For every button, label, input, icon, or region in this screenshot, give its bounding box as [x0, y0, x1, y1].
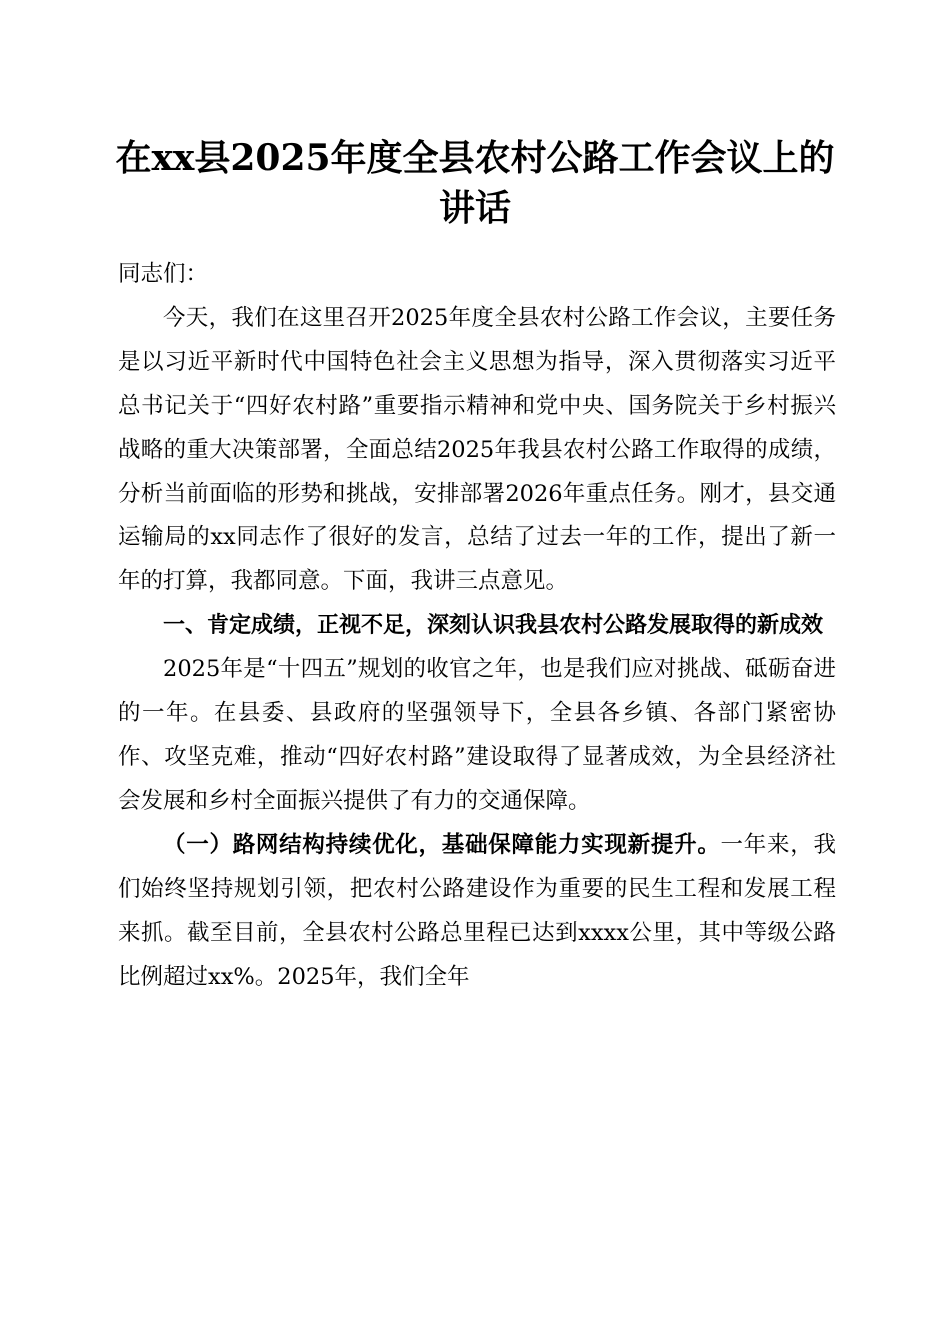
subsection-1-paragraph — [118, 824, 836, 1000]
subsection-1-text: 一年来，我们始终坚持规划引领，把农村公路建设作为重要的民生工程和发展工程来抓。截至目前，全县农村公路总里程已达到xxxx公里，其中等级公路比例超过xx%。2025年，我们全年 — [118, 831, 836, 990]
section-heading-1: 一、肯定成绩，正视不足，深刻认识我县农村公路发展取得的新成效 — [163, 613, 824, 639]
document-title: 在xx县2025年度全县农村公路工作会议上的讲话 — [115, 137, 835, 229]
intro-paragraph: 今天，我们在这里召开2025年度全县农村公路工作会议，主要任务是以习近平新时代中国特色社会主义思想为指导，深入贯彻落实习近平总书记关于“四好农村路”重要指示精神和党中央、国务院关于乡村振兴战略的重大决策部署，全面总结2025年我县农村公路工作取得的成绩，分析当前面临的形势和挑战，安排部署2026年重点任务。刚才，县交通运输局的xx同志作了很好的发言，总结了过去一年的工作，提出了新一年的打算，我都同意。下面，我讲三点意见。 — [118, 304, 836, 595]
section-1-paragraph: 2025年是“十四五”规划的收官之年，也是我们应对挑战、砥砺奋进的一年。在县委、县政府的坚强领导下，全县各乡镇、各部门紧密协作、攻坚克难，推动“四好农村路”建设取得了显著成效，为全县经济社会发展和乡村全面振兴提供了有力的交通保障。 — [118, 656, 836, 814]
subsection-heading-1: （一）路网结构持续优化，基础保障能力实现新提升。 — [163, 831, 721, 858]
salutation: 同志们： — [118, 261, 209, 287]
document-body — [118, 253, 836, 999]
